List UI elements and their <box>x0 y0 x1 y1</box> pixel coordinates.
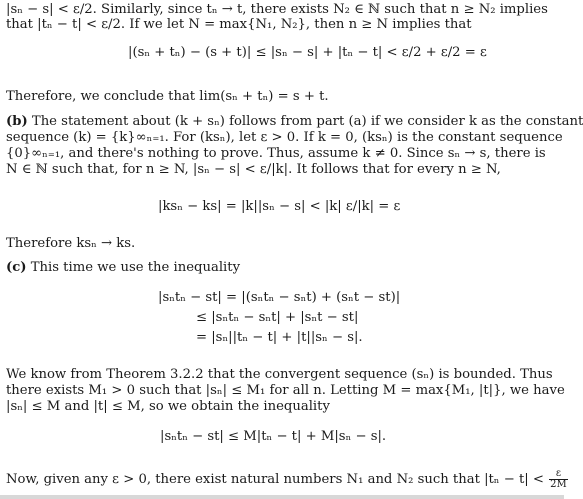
text-line-13 <box>6 469 569 490</box>
fraction-denominator: 2M <box>550 479 567 490</box>
part-b-line <box>6 114 583 130</box>
equation-product-line-1: |sₙtₙ − st| = |(sₙtₙ − sₙt) + (sₙt − st)| <box>158 290 401 305</box>
bottom-scroll-edge <box>0 495 564 499</box>
part-b-label: (b) <box>6 114 28 129</box>
text-line-8: Therefore ksₙ → ks. <box>6 236 136 251</box>
text-line-10: We know from Theorem 3.2.2 that the convergent sequence (sₙ) is bounded. Thus <box>6 367 553 382</box>
part-c-label: (c) <box>6 260 27 275</box>
equation-scalar: |ksₙ − ks| = |k||sₙ − s| < |k| ε/|k| = ε <box>158 199 401 214</box>
text-line-7: N ∈ ℕ such that, for n ≥ N, |sₙ − s| < ε/|k|. It follows that for every n ≥ N, <box>6 162 501 177</box>
text-line-11: there exists M₁ > 0 such that |sₙ| ≤ M₁ for all n. Letting M = max{M₁, |t|}, we have <box>6 383 565 398</box>
equation-sum: |(sₙ + tₙ) − (s + t)| ≤ |sₙ − s| + |tₙ − t| < ε/2 + ε/2 = ε <box>128 45 487 60</box>
fraction-numerator: ε <box>549 469 568 480</box>
fraction-eps-over-2m <box>549 469 568 490</box>
part-c-text: This time we use the inequality <box>26 260 241 275</box>
equation-product-line-3: = |sₙ||tₙ − t| + |t||sₙ − s|. <box>196 330 363 345</box>
text-line-3: Therefore, we conclude that lim(sₙ + tₙ) = s + t. <box>6 89 329 104</box>
text-line-12: |sₙ| ≤ M and |t| ≤ M, so we obtain the inequality <box>6 399 330 414</box>
part-b-text: The statement about (k + sₙ) follows from part (a) if we consider k as the constant <box>27 114 583 129</box>
text-line-2: that |tₙ − t| < ε/2. If we let N = max{N₁, N₂}, then n ≥ N implies that <box>6 17 472 32</box>
text-line-1: |sₙ − s| < ε/2. Similarly, since tₙ → t, there exists N₂ ∈ ℕ such that n ≥ N₂ implies <box>6 2 548 17</box>
text-line-5: sequence (k) = {k}∞ₙ₌₁. For (ksₙ), let ε > 0. If k = 0, (ksₙ) is the constant sequence <box>6 130 563 145</box>
text-line-13-body: Now, given any ε > 0, there exist natural numbers N₁ and N₂ such that |tₙ − t| < <box>6 472 544 487</box>
equation-bound: |sₙtₙ − st| ≤ M|tₙ − t| + M|sₙ − s|. <box>160 429 387 444</box>
equation-product-line-2: ≤ |sₙtₙ − sₙt| + |sₙt − st| <box>196 310 359 325</box>
part-c-line <box>6 260 240 276</box>
text-line-6: {0}∞ₙ₌₁, and there's nothing to prove. Thus, assume k ≠ 0. Since sₙ → s, there is <box>6 146 546 161</box>
